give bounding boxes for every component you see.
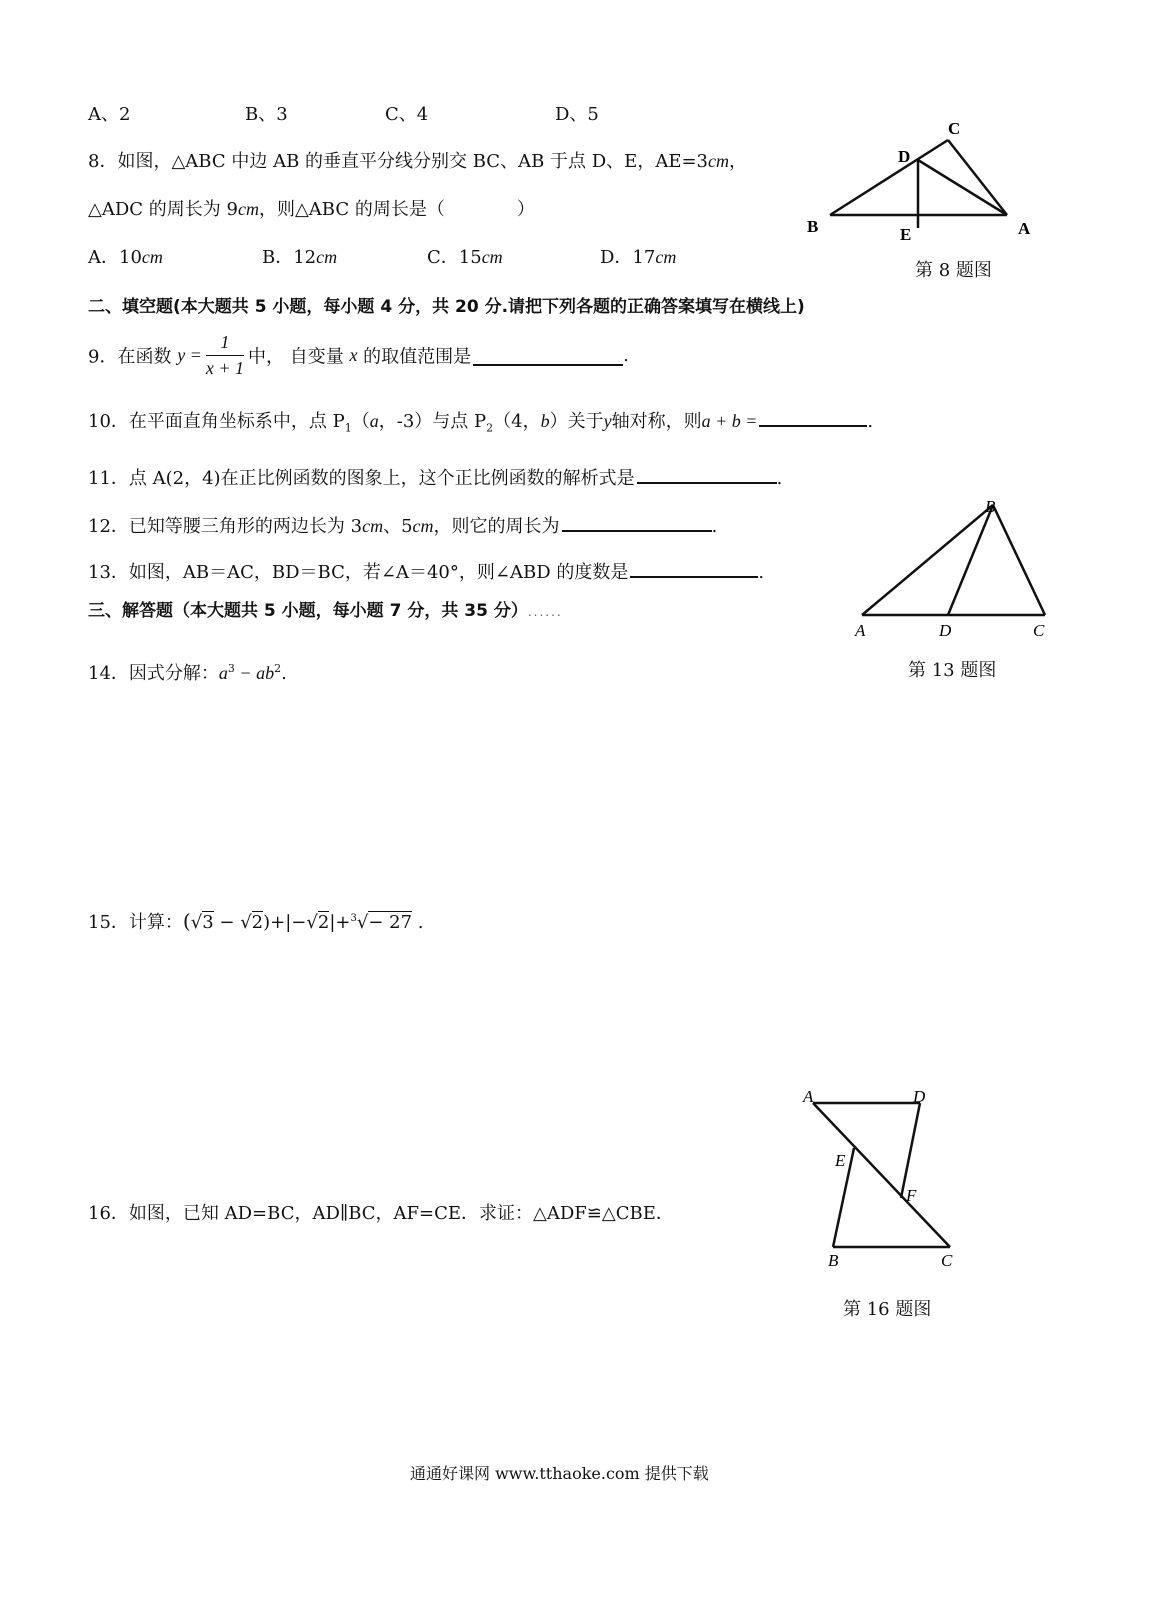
q10-y: y <box>603 411 612 431</box>
q9: 9．在函数 y = $\frac{1}{x + 1}$ 中， 自变量 x 的取值范围是 . <box>88 332 629 378</box>
q8-line1: 8．如图，△ABC 中边 AB 的垂直平分线分别交 BC、AB 于点 D、E，AE=3cm， <box>88 151 747 172</box>
q16-label-b: B <box>828 1251 839 1270</box>
sqrt-symbol: √ <box>190 912 203 933</box>
q15: 15．计算：(√3 − √2)+|−√2|+$^3$√− 27 . <box>88 909 424 933</box>
q8-line2b: ，则△ABC 的周长是（ ） <box>258 199 535 220</box>
section3-dots: ...... <box>527 605 563 619</box>
q8-unit-2: cm <box>237 199 259 219</box>
q9-numerator: 1 <box>206 332 244 356</box>
section2-heading: 二、填空题(本大题共 5 小题，每小题 4 分，共 20 分.请把下列各题的正确答案填写在横线上) <box>88 297 805 317</box>
q8-label-a: A <box>1018 219 1031 238</box>
q10: 10．在平面直角坐标系中，点 $P_1(a$，-3）与点 $P_2(4$，b）关于y轴对称，则a + b = . <box>88 407 873 435</box>
q8-figure <box>800 110 1050 245</box>
q13-seg-bd <box>948 505 993 615</box>
q16-fig-caption: 第 16 题图 <box>843 1299 932 1320</box>
q7-option-d: D、5 <box>555 104 599 125</box>
q13-fig-caption: 第 13 题图 <box>908 660 997 681</box>
q12-answer-blank[interactable] <box>562 512 712 532</box>
q8-line1-text: 8．如图，△ABC 中边 AB 的垂直平分线分别交 BC、AB 于点 D、E，AE=3 <box>88 151 708 172</box>
q16-label-d: D <box>913 1087 926 1106</box>
q16-seg-ac <box>813 1103 950 1247</box>
q13-seg-ab <box>862 505 993 615</box>
q7-option-c: C、4 <box>385 104 429 125</box>
q9-prefix: 9．在函数 <box>88 346 172 368</box>
q14: 14．因式分解：$a^3 - ab^2$. <box>88 662 287 684</box>
q13-label-a: A <box>855 621 866 640</box>
q13-seg-bc <box>993 505 1045 615</box>
q10-a: a <box>369 411 379 431</box>
q7-option-a: A、2 <box>88 104 131 125</box>
q7-option-b: B、3 <box>245 104 288 125</box>
q13-label-d: D <box>939 621 952 640</box>
q10-sub1: 1 <box>344 421 352 435</box>
footer: 通通好课网 www.tthaoke.com 提供下载 <box>410 1464 709 1483</box>
sqrt-symbol: √ <box>240 912 252 933</box>
q11-answer-blank[interactable] <box>637 464 777 484</box>
q8-label-c: C <box>948 119 961 138</box>
q9-suffix: 的取值范围是 <box>363 346 472 368</box>
q13-figure <box>845 492 1065 644</box>
q16-label-a: A <box>803 1087 814 1106</box>
q9-denominator: x + 1 <box>205 358 244 378</box>
section3-heading <box>88 596 563 621</box>
q8-option-b: B．12cm <box>262 247 338 268</box>
q8-unit: cm <box>708 151 729 171</box>
q16-label-e: E <box>835 1151 846 1170</box>
q10-sub2: 2 <box>486 421 494 435</box>
q16: 16．如图，已知 AD=BC，AD∥BC，AF=CE．求证：△ADF≌△CBE． <box>88 1203 674 1224</box>
q13-answer-blank[interactable] <box>630 558 758 578</box>
q11-text: 11．点 A(2，4)在正比例函数的图象上，这个正比例函数的解析式是 <box>88 468 635 489</box>
q11: 11．点 A(2，4)在正比例函数的图象上，这个正比例函数的解析式是 . <box>88 464 782 490</box>
q13-text: 13．如图，AB＝AC，BD＝BC，若∠A＝40°，则∠ABD 的度数是 <box>88 562 629 583</box>
cbrt-symbol: √ <box>356 912 369 933</box>
q8-label-b: B <box>807 217 819 236</box>
q8-option-a: A．10cm <box>88 247 163 268</box>
q16-label-c: C <box>941 1251 953 1270</box>
q8-option-d: D．17cm <box>600 247 677 268</box>
q10-answer-blank[interactable] <box>759 407 867 427</box>
q13-label-b: B <box>985 497 996 516</box>
q10-expr: a + b = <box>701 411 758 431</box>
sqrt-symbol: √ <box>306 912 318 933</box>
q16-label-f: F <box>906 1186 917 1205</box>
q16-figure <box>795 1080 985 1275</box>
q13-label-c: C <box>1033 621 1045 640</box>
q12: 12．已知等腰三角形的两边长为 3cm、5cm，则它的周长为 . <box>88 512 717 538</box>
q9-y-eq: y = <box>177 345 202 365</box>
q8-line2 <box>88 195 535 221</box>
q16-seg-df <box>901 1103 920 1198</box>
q9-mid: 中， 自变量 <box>247 346 344 368</box>
q10-b: b <box>540 411 550 431</box>
q9-fraction <box>206 332 244 379</box>
q9-var: x <box>349 345 358 365</box>
q8-option-c: C．15cm <box>427 247 503 268</box>
q8-line2a: △ADC 的周长为 9 <box>88 199 238 220</box>
section3-text: 三、解答题（本大题共 5 小题，每小题 7 分，共 35 分） <box>88 601 528 621</box>
q8-seg-da <box>918 160 1007 215</box>
q8-label-d: D <box>898 147 911 166</box>
q13: 13．如图，AB＝AC，BD＝BC，若∠A＝40°，则∠ABD 的度数是 . <box>88 558 764 584</box>
q8-seg-ca <box>948 140 1007 215</box>
q8-label-e: E <box>900 225 912 244</box>
q8-seg-bc <box>830 140 948 215</box>
q8-fig-caption: 第 8 题图 <box>915 260 992 281</box>
q9-answer-blank[interactable] <box>473 346 623 366</box>
